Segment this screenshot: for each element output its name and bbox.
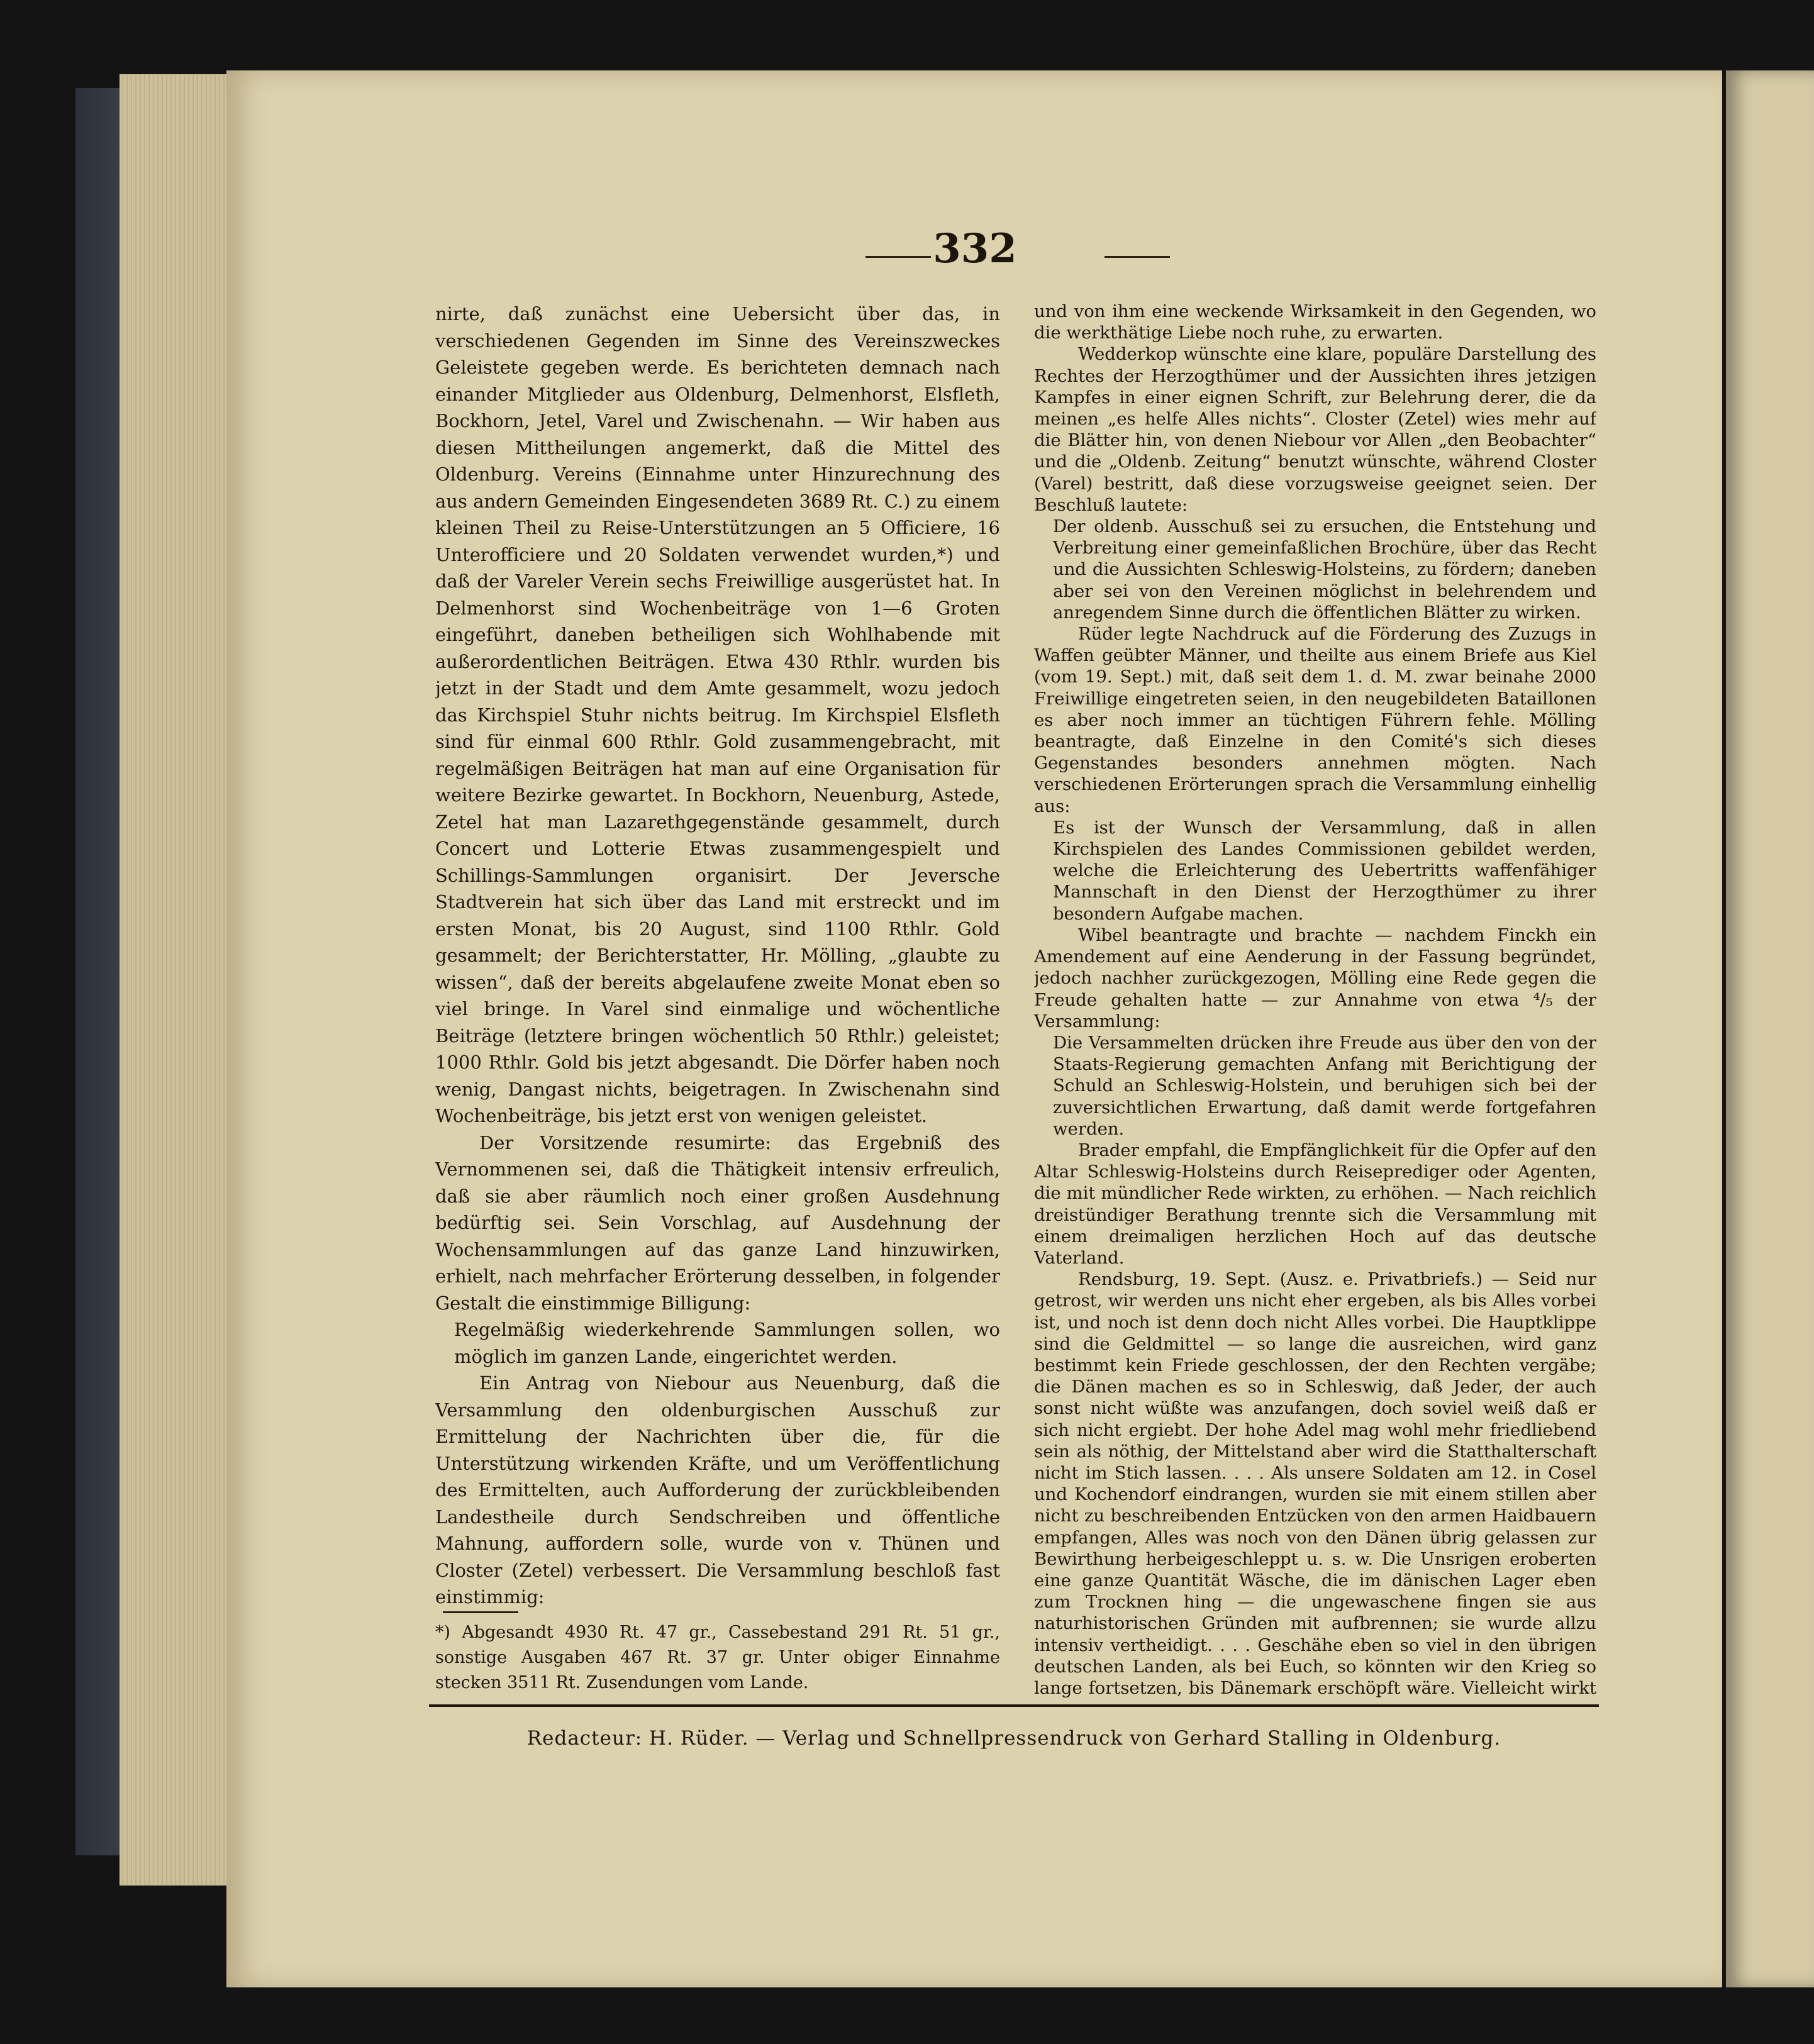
right-paragraph-1: und von ihm eine weckende Wirksamkeit in den Gegenden, wo die werkthätige Liebe noch ruhe, zu erwarten. xyxy=(1034,301,1596,343)
right-paragraph-rendsburg: Rendsburg, 19. Sept. (Ausz. e. Privatbriefs.) — Seid nur getrost, wir werden uns nicht eher ergeben, als bis Alles vorbei ist, und noch ist denn doch nicht Alles vorbei. Die Hauptklippe sind die Geldmittel — so lange die ausreichen, wird ganz bestimmt kein Friede geschlossen, der den Rechten vergäbe; die Dänen machen es so in Schleswig, daß Jeder, der auch sonst nicht wüßte was anzufangen, doch soviel weiß daß er sich nicht ergiebt. Der hohe Adel mag wohl mehr friedliebend sein als nöthig, der Mittelstand aber wird die Statthalterschaft nicht im Stich lassen. . . . Als unsere Soldaten am 12. in Cosel und Kochendorf eindrangen, wurden sie mit einem stillen aber nicht zu beschreibenden Entzücken von den armen Haidbauern empfangen, Alles was noch von den Dänen übrig gelassen zur Bewirthung herbeigeschleppt u. s. w. Die Unsrigen eroberten eine ganze Quantität Wäsche, die im dänischen Lager eben zum Trocknen hing — die ungewaschene fingen sie aus naturhistorischen Gründen mit aufbrennen; sie wurde allzu intensiv vertheidigt. . . . Geschähe eben so viel in den übrigen deutschen Landen, als bei Euch, so könnten wir den Krieg so lange fortsetzen, bis Dänemark erschöpft wäre. Vielleicht wirkt xyxy=(1034,1269,1596,1698)
footnote: *) Abgesandt 4930 Rt. 47 gr., Cassebestand 291 Rt. 51 gr., sonstige Ausgaben 467 Rt. 37 gr. Unter obiger Einnahme stecken 3511 Rt. Zusendungen vom Lande. xyxy=(435,1623,1000,1692)
left-paragraph-1: nirte, daß zunächst eine Uebersicht über das, in verschiedenen Gegenden im Sinne des Vereinszweckes Geleistete gegeben werde. Es berichteten demnach nach einander Mitglieder aus Oldenburg, Delmenhorst, Elsfleth, Bockhorn, Jetel, Varel und Zwischenahn. — Wir haben aus diesen Mittheilungen angemerkt, daß die Mittel des Oldenburg. Vereins (Einnahme unter Hinzurechnung des aus andern Gemeinden Eingesendeten 3689 Rt. C.) zu einem kleinen Theil zu Reise-Unterstützungen an 5 Officiere, 16 Unterofficiere und 20 Soldaten verwendet wurden,*) und daß der Vareler Verein sechs Freiwillige ausgerüstet hat. In Delmenhorst sind Wochenbeiträge von 1—6 Groten eingeführt, daneben betheiligen sich Wohlhabende mit außerordentlichen Beiträgen. Etwa 430 Rthlr. wurden bis jetzt in der Stadt und dem Amte gesammelt, wozu jedoch das Kirchspiel Stuhr nichts beitrug. Im Kirchspiel Elsfleth sind für einmal 600 Rthlr. Gold zusammengebracht, mit regelmäßigen Beiträgen hat man auf eine Organisation für weitere Bezirke gewartet. In Bockhorn, Neuenburg, Astede, Zetel hat man Lazarethgegenstände gesammelt, durch Concert und Lotterie Etwas zusammengespielt und Schillings-Sammlungen organisirt. Der Jeversche Stadtverein hat sich über das Land mit erstreckt und im ersten Monat, bis 20 August, sind 1100 Rthlr. Gold gesammelt; der Berichterstatter, Hr. Mölling, „glaubte zu wissen“, daß der bereits abgelaufene zweite Monat eben so viel bringe. In Varel sind einmalige und wöchentliche Beiträge (letztere bringen wöchentlich 50 Rthlr.) geleistet; 1000 Rthlr. Gold bis jetzt abgesandt. Die Dörfer haben noch wenig, Dangast nichts, beigetragen. In Zwischenahn sind Wochenbeiträge, bis jetzt erst von wenigen geleistet. xyxy=(435,303,1000,1126)
bottom-rule xyxy=(429,1704,1599,1707)
page-edges xyxy=(120,74,230,1886)
left-resolution-1: Regelmäßig wiederkehrende Sammlungen sollen, wo möglich im ganzen Lande, eingerichtet werden. xyxy=(454,1319,1000,1367)
page-number-rule-right xyxy=(1105,256,1170,258)
footnote-rule xyxy=(443,1611,518,1613)
left-column xyxy=(435,301,1000,1609)
imprint-line: Redacteur: H. Rüder. — Verlag und Schnellpressendruck von Gerhard Stalling in Oldenburg. xyxy=(526,1727,1501,1750)
right-paragraph-4: Wibel beantragte und brachte — nachdem Finckh ein Amendement auf eine Aenderung in der Fassung begründet, jedoch nachher zurückgezogen, Mölling eine Rede gegen die Freude gehalten hatte — zur Annahme von etwa ⁴/₅ der Versammlung: xyxy=(1034,925,1596,1031)
left-paragraph-3: Ein Antrag von Niebour aus Neuenburg, daß die Versammlung den oldenburgischen Ausschuß zur Ermittelung der Nachrichten über die, für die Unterstützung wirkenden Kräfte, und um Veröffentlichung des Ermittelten, auch Aufforderung der zurückbleibenden Landestheile durch Sendschreiben und öffentliche Mahnung, auffordern solle, wurde von v. Thünen und Closter (Zetel) verbessert. Die Versammlung beschloß fast einstimmig: xyxy=(435,1372,1000,1608)
right-resolution-3: Die Versammelten drücken ihre Freude aus über den von der Staats-Regierung gemachten Anfang mit Berichtigung der Schuld an Schleswig-Holstein, und beruhigen sich bei der zuversichtlichen Erwartung, daß damit werde fortgefahren werden. xyxy=(1053,1032,1596,1139)
facing-page-edge xyxy=(1726,70,1814,1987)
right-resolution-2: Es ist der Wunsch der Versammlung, daß in allen Kirchspielen des Landes Commissionen gebildet werden, welche die Erleichterung des Uebertritts waffenfähiger Mannschaft in den Dienst der Herzogthümer zu ihrer besondern Aufgabe machen. xyxy=(1053,817,1596,924)
right-column xyxy=(1034,301,1596,1699)
right-paragraph-3: Rüder legte Nachdruck auf die Förderung des Zuzugs in Waffen geübter Männer, und theilte aus einem Briefe aus Kiel (vom 19. Sept.) mit, daß seit dem 1. d. M. zwar beinahe 2000 Freiwillige eingetreten seien, in den neugebildeten Bataillonen es aber noch immer an tüchtigen Führern fehle. Mölling beantragte, daß Einzelne in den Comité's sich dieses Gegenstandes besonders annehmen mögten. Nach verschiedenen Erörterungen sprach die Versammlung einhellig aus: xyxy=(1034,624,1596,816)
right-paragraph-2: Wedderkop wünschte eine klare, populäre Darstellung des Rechtes der Herzogthümer und der Aussichten ihres jetzigen Kampfes in einer eignen Schrift, zur Belehrung derer, die da meinen „es helfe Alles nichts“. Closter (Zetel) wies mehr auf die Blätter hin, von denen Niebour vor Allen „den Beobachter“ und die „Oldenb. Zeitung“ benutzt wünschte, während Closter (Varel) bestritt, daß diese vorzugsweise geeignet seien. Der Beschluß lautete: xyxy=(1034,344,1596,515)
page-number: 332 xyxy=(933,225,1017,272)
left-paragraph-2: Der Vorsitzende resumirte: das Ergebniß des Vernommenen sei, daß die Thätigkeit intensiv erfreulich, daß sie aber räumlich noch einer großen Ausdehnung bedürftig sei. Sein Vorschlag, auf Ausdehnung der Wochensammlungen auf das ganze Land hinzuwirken, erhielt, nach mehrfacher Erörterung desselben, in folgender Gestalt die einstimmige Billigung: xyxy=(435,1131,1000,1314)
right-resolution-1: Der oldenb. Ausschuß sei zu ersuchen, die Entstehung und Verbreitung einer gemeinfaßlichen Brochüre, über das Recht und die Aussichten Schleswig-Holsteins, zu fördern; daneben aber sei von den Vereinen möglichst in belehrendem und anregendem Sinne durch die öffentlichen Blätter zu wirken. xyxy=(1053,516,1596,623)
right-paragraph-5: Brader empfahl, die Empfänglichkeit für die Opfer auf den Altar Schleswig-Holsteins durch Reiseprediger oder Agenten, die mit mündlicher Rede wirkten, zu erhöhen. — Nach reichlich dreistündiger Berathung trennte sich die Versammlung mit einem dreimaligen herzlichen Hoch auf das deutsche Vaterland. xyxy=(1034,1140,1596,1268)
